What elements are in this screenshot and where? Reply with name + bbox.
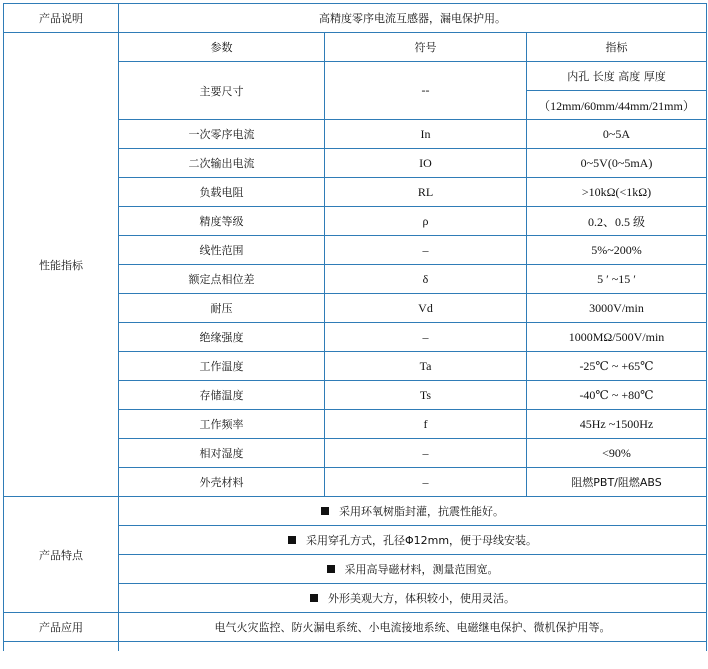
- perf-spec: <90%: [527, 439, 707, 468]
- perf-symbol: –: [325, 323, 527, 352]
- next-row-cell: [4, 642, 119, 651]
- next-row-cell: [119, 642, 707, 651]
- feature-item: [119, 584, 707, 613]
- size-param: 主要尺寸: [119, 62, 325, 120]
- perf-symbol: Ts: [325, 381, 527, 410]
- description-value: 高精度零序电流互感器，漏电保护用。: [119, 4, 707, 33]
- application-row: [4, 613, 707, 642]
- perf-param: 工作频率: [119, 410, 325, 439]
- feature-item: [119, 555, 707, 584]
- feature-text: 采用高导磁材料，测量范围宽。: [344, 563, 499, 576]
- perf-symbol: Ta: [325, 352, 527, 381]
- perf-spec: >10kΩ(<1kΩ): [527, 178, 707, 207]
- feature-text: 采用穿孔方式，孔径Φ12mm，便于母线安装。: [305, 534, 538, 547]
- perf-param: 一次零序电流: [119, 120, 325, 149]
- perf-param: 线性范围: [119, 236, 325, 265]
- bullet-square-icon: [321, 507, 329, 515]
- perf-symbol: In: [325, 120, 527, 149]
- bullet-square-icon: [288, 536, 296, 544]
- perf-spec: 0~5A: [527, 120, 707, 149]
- perf-spec: -40℃ ~ +80℃: [527, 381, 707, 410]
- bullet-square-icon: [310, 594, 318, 602]
- performance-label: 性能指标: [4, 33, 119, 497]
- features-label: 产品特点: [4, 497, 119, 613]
- description-row: [4, 4, 707, 33]
- perf-spec: -25℃ ~ +65℃: [527, 352, 707, 381]
- perf-spec: 阻燃PBT/阻燃ABS: [527, 468, 707, 497]
- size-symbol: --: [325, 62, 527, 120]
- header-symbol: 符号: [325, 33, 527, 62]
- perf-symbol: IO: [325, 149, 527, 178]
- perf-symbol: –: [325, 468, 527, 497]
- feature-item: [119, 526, 707, 555]
- performance-header-row: [4, 33, 707, 62]
- perf-symbol: –: [325, 439, 527, 468]
- feature-row: [4, 497, 707, 526]
- perf-param: 存储温度: [119, 381, 325, 410]
- perf-param: 二次输出电流: [119, 149, 325, 178]
- perf-symbol: –: [325, 236, 527, 265]
- perf-param: 相对湿度: [119, 439, 325, 468]
- perf-param: 额定点相位差: [119, 265, 325, 294]
- header-param: 参数: [119, 33, 325, 62]
- feature-text: 外形美观大方，体积较小，使用灵活。: [328, 592, 515, 605]
- perf-spec: 45Hz ~1500Hz: [527, 410, 707, 439]
- perf-spec: 0.2、0.5 级: [527, 207, 707, 236]
- next-row-edge: [4, 642, 707, 651]
- perf-spec: 5 ′ ~15 ′: [527, 265, 707, 294]
- perf-spec: 3000V/min: [527, 294, 707, 323]
- perf-symbol: Vd: [325, 294, 527, 323]
- bullet-square-icon: [327, 565, 335, 573]
- perf-param: 负载电阻: [119, 178, 325, 207]
- description-label: 产品说明: [4, 4, 119, 33]
- application-value: 电气火灾监控、防火漏电系统、小电流接地系统、电磁继电保护、微机保护用等。: [119, 613, 707, 642]
- perf-symbol: RL: [325, 178, 527, 207]
- perf-param: 精度等级: [119, 207, 325, 236]
- perf-param: 工作温度: [119, 352, 325, 381]
- spec-table: [3, 3, 707, 651]
- size-spec-value: （12mm/60mm/44mm/21mm）: [527, 91, 707, 120]
- size-spec-header: 内孔 长度 高度 厚度: [527, 62, 707, 91]
- perf-symbol: ρ: [325, 207, 527, 236]
- feature-text: 采用环氧树脂封灌，抗震性能好。: [339, 505, 504, 518]
- perf-spec: 5%~200%: [527, 236, 707, 265]
- perf-spec: 1000MΩ/500V/min: [527, 323, 707, 352]
- feature-item: [119, 497, 707, 526]
- header-spec: 指标: [527, 33, 707, 62]
- application-label: 产品应用: [4, 613, 119, 642]
- perf-param: 外壳材料: [119, 468, 325, 497]
- perf-param: 耐压: [119, 294, 325, 323]
- perf-symbol: f: [325, 410, 527, 439]
- perf-spec: 0~5V(0~5mA): [527, 149, 707, 178]
- perf-symbol: δ: [325, 265, 527, 294]
- perf-param: 绝缘强度: [119, 323, 325, 352]
